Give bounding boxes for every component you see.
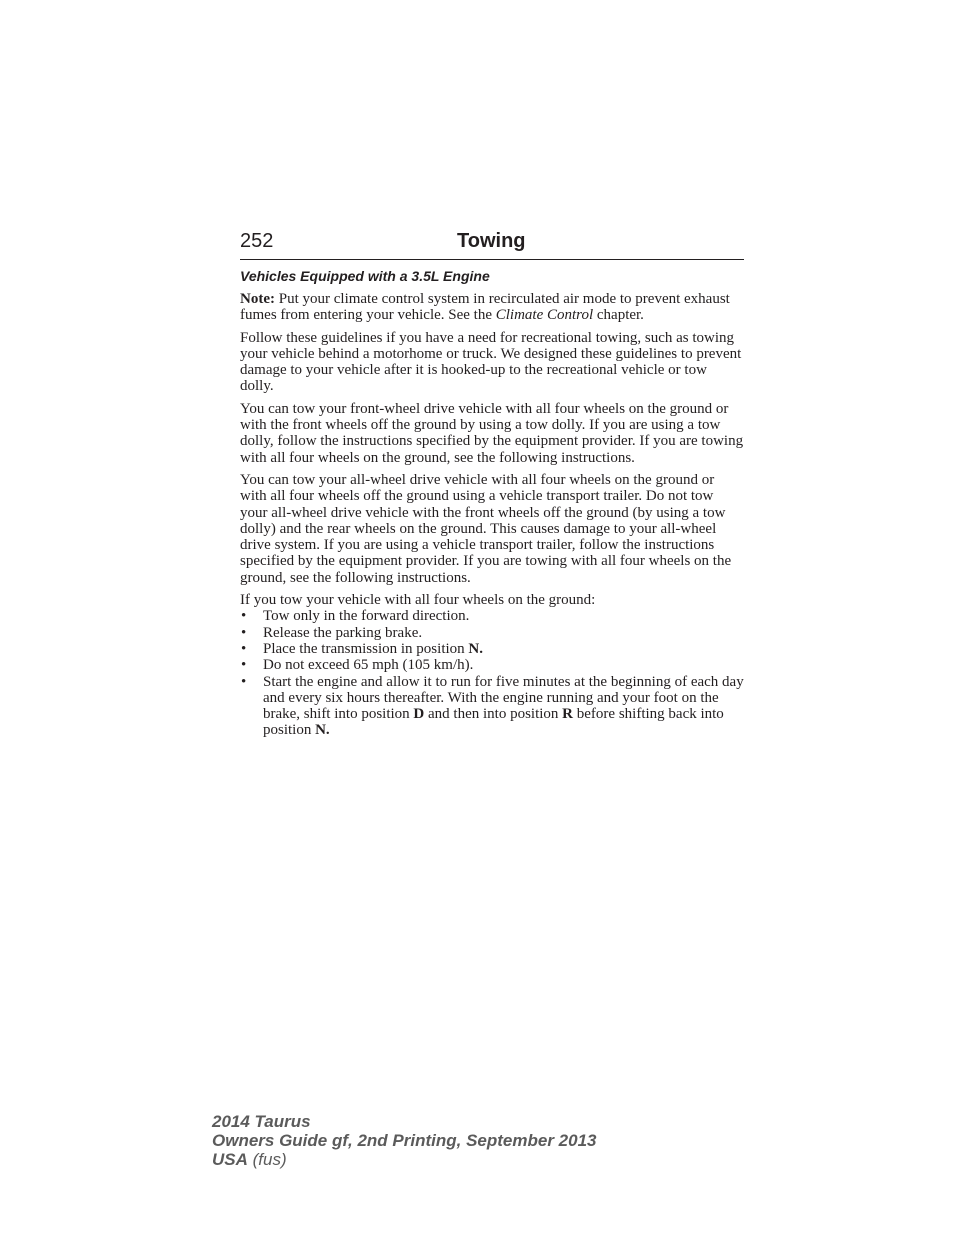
body-paragraph: Follow these guidelines if you have a need for recreational towing, such as towing your vehicle behind a motorhome or truck. We designed these guidelines to prevent damage to your vehicle after it is hooked-up to the recreational vehicle or tow dolly. [240, 329, 742, 395]
list-item [240, 641, 744, 657]
gear-position-d: D [413, 706, 425, 723]
gear-position-r: R [562, 706, 574, 723]
note-reference: Climate Control [495, 307, 594, 324]
page-content [240, 266, 744, 739]
note-text-before: Put your climate control system in recirculated air mode to prevent exhaust fumes from entering your vehicle. See the [240, 291, 730, 324]
chapter-title: Towing [457, 230, 526, 252]
list-item-text: and then into position [424, 706, 563, 723]
list-intro: If you tow your vehicle with all four wheels on the ground: [240, 592, 596, 609]
instruction-list [240, 608, 744, 738]
gear-position-n: N. [468, 640, 483, 657]
note-paragraph [240, 291, 744, 324]
body-paragraph: You can tow your front-wheel drive vehicle with all four wheels on the ground or with the front wheels off the ground by using a tow dolly. If you are using a tow dolly, follow the instructions specified by the equipment provider. If you are towing with all four wheels on the ground, see the following instructions. [240, 400, 744, 466]
page-header [240, 229, 744, 260]
footer-code: (fus) [247, 1150, 287, 1169]
list-item-text: before shifting back into position [263, 706, 724, 739]
note-text-after: chapter. [593, 307, 644, 324]
list-item: • Tow only in the forward direction. [240, 608, 744, 624]
list-item [240, 674, 744, 739]
list-item-text: Place the transmission in position [263, 640, 469, 657]
list-item: • Do not exceed 65 mph (105 km/h). [240, 657, 744, 673]
note-label: Note: [240, 291, 275, 307]
section-heading: Vehicles Equipped with a 3.5L Engine [240, 268, 490, 284]
body-paragraph: You can tow your all-wheel drive vehicle with all four wheels on the ground or with all four wheels off the ground using a vehicle transport trailer. Do not tow your all-wheel drive vehicle with the front wheels off the ground (by using a tow dolly) and the rear wheels on the ground. This causes damage to your all-wheel drive system. If you are using a vehicle transport trailer, follow the instructions specified by the equipment provider. If you are towing with all four wheels on the ground, see the following instructions. [240, 471, 732, 586]
gear-position-n: N. [315, 722, 330, 739]
footer-edition: Owners Guide gf, 2nd Printing, September 2013 [212, 1131, 597, 1150]
footer-country: USA [212, 1150, 248, 1169]
footer-market [212, 1150, 596, 1169]
document-footer [212, 1112, 596, 1169]
page-number: 252 [240, 230, 274, 252]
list-item-text: Start the engine and allow it to run for five minutes at the beginning of each day and every six hours thereafter. With the engine running and your foot on the brake, shift into position [263, 673, 744, 723]
list-item: • Release the parking brake. [240, 625, 744, 641]
footer-model: 2014 Taurus [212, 1112, 311, 1131]
